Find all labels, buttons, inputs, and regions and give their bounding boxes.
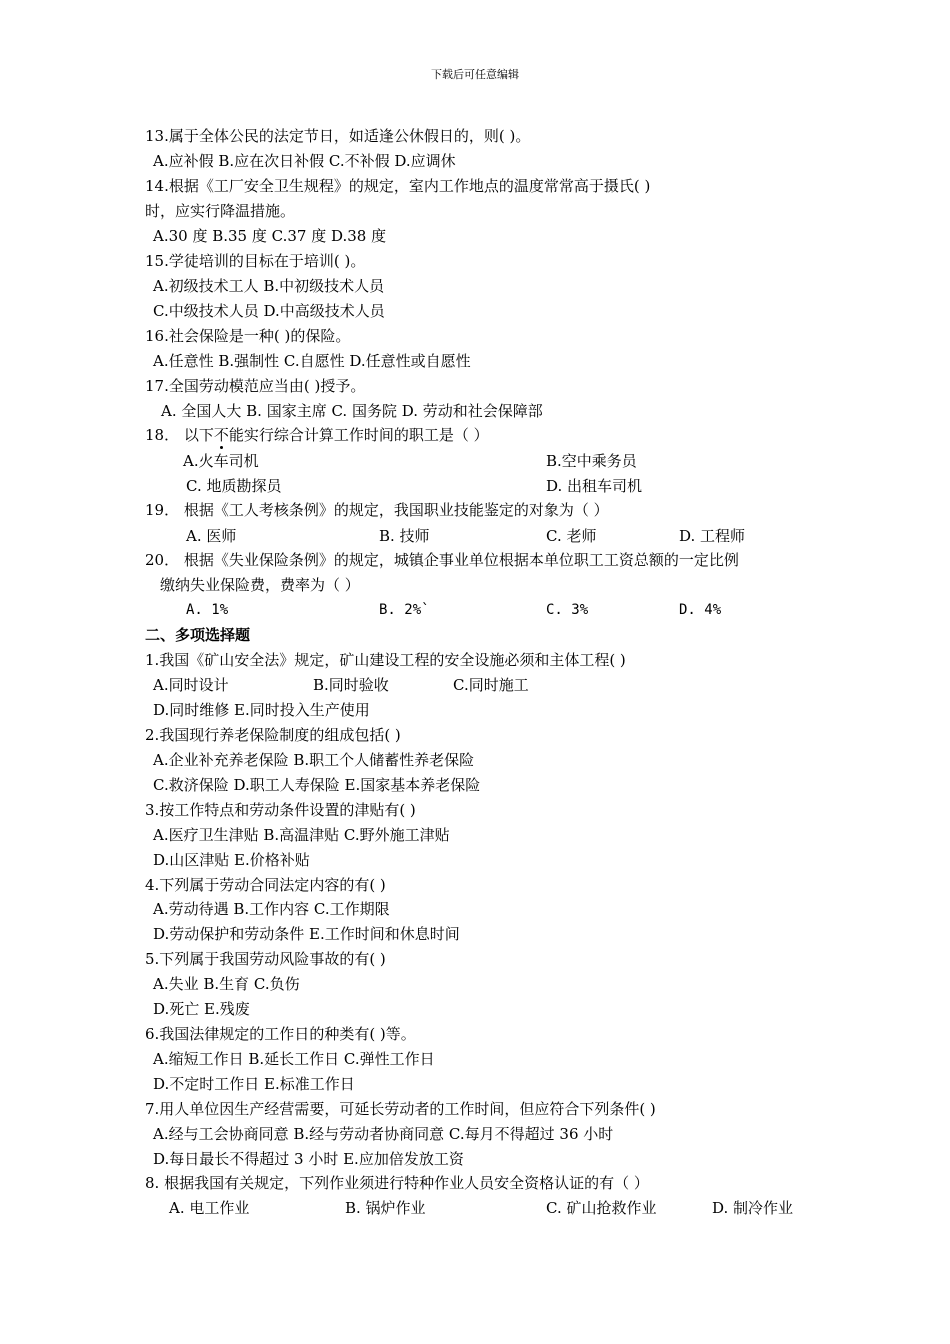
question-19-option-a: A. 医师 — [186, 527, 237, 545]
question-20-option-d: D. 4% — [679, 602, 722, 618]
section-heading-multiple-choice: 二、多项选择题 — [145, 626, 251, 644]
question-15-options-1: A.初级技术工人 B.中初级技术人员 — [153, 277, 385, 295]
question-20-stem-cont: 缴纳失业保险费，费率为（ ） — [160, 576, 360, 594]
question-19-stem: 19． 根据《工人考核条例》的规定，我国职业技能鉴定的对象为（ ） — [145, 501, 609, 519]
question-18-option-c: C. 地质勘探员 — [186, 477, 282, 495]
mc-question-5-stem: 5.下列属于我国劳动风险事故的有( ) — [145, 950, 386, 968]
question-18-option-d: D. 出租车司机 — [546, 477, 643, 495]
question-18-option-b: B.空中乘务员 — [546, 452, 637, 470]
question-18-option-a: A.火车司机 — [183, 452, 259, 470]
mc-question-1-option-a: A.同时设计 — [153, 676, 229, 694]
question-16-stem: 16.社会保险是一种( )的保险。 — [145, 327, 351, 345]
question-18-emphasis: 不 — [213, 426, 229, 444]
question-17-options: A. 全国人大 B. 国家主席 C. 国务院 D. 劳动和社会保障部 — [161, 402, 543, 420]
mc-question-1-option-c: C.同时施工 — [453, 676, 529, 694]
question-20-option-a: A. 1% — [186, 602, 229, 618]
mc-question-6-options-1: A.缩短工作日 B.延长工作日 C.弹性工作日 — [153, 1050, 435, 1068]
mc-question-8-option-a: A. 电工作业 — [169, 1199, 250, 1217]
question-19-option-b: B. 技师 — [379, 527, 430, 545]
mc-question-3-stem: 3.按工作特点和劳动条件设置的津贴有( ) — [145, 801, 416, 819]
mc-question-2-options-2: C.救济保险 D.职工人寿保险 E.国家基本养老保险 — [153, 776, 481, 794]
question-19-option-d: D. 工程师 — [679, 527, 746, 545]
question-14-options: A.30 度 B.35 度 C.37 度 D.38 度 — [153, 227, 387, 245]
question-18-stem — [145, 425, 489, 445]
mc-question-2-stem: 2.我国现行养老保险制度的组成包括( ) — [145, 726, 401, 744]
question-13-stem: 13.属于全体公民的法定节日，如适逢公休假日的，则( )。 — [145, 127, 531, 145]
question-18-stem-prefix: 18． 以下 — [145, 426, 214, 444]
mc-question-1-stem: 1.我国《矿山安全法》规定，矿山建设工程的安全设施必须和主体工程( ) — [145, 651, 626, 669]
mc-question-8-option-d: D. 制冷作业 — [712, 1199, 794, 1217]
question-20-option-b: B. 2%` — [379, 602, 430, 618]
question-14-stem-cont: 时，应实行降温措施。 — [145, 202, 296, 220]
mc-question-8-option-b: B. 锅炉作业 — [345, 1199, 426, 1217]
question-20-stem: 20． 根据《失业保险条例》的规定，城镇企事业单位根据本单位职工工资总额的一定比例 — [145, 551, 739, 569]
mc-question-1-options-2: D.同时维修 E.同时投入生产使用 — [153, 701, 370, 719]
question-13-options: A.应补假 B.应在次日补假 C.不补假 D.应调休 — [153, 152, 456, 170]
question-17-stem: 17.全国劳动模范应当由( )授予。 — [145, 377, 366, 395]
mc-question-5-options-1: A.失业 B.生育 C.负伤 — [153, 975, 300, 993]
mc-question-8-stem: 8. 根据我国有关规定，下列作业须进行特种作业人员安全资格认证的有（ ） — [145, 1174, 649, 1192]
mc-question-6-stem: 6.我国法律规定的工作日的种类有( )等。 — [145, 1025, 416, 1043]
page-header: 下载后可任意编辑 — [431, 68, 519, 81]
question-19-option-c: C. 老师 — [546, 527, 597, 545]
mc-question-1-option-b: B.同时验收 — [313, 676, 389, 694]
mc-question-7-options-1: A.经与工会协商同意 B.经与劳动者协商同意 C.每月不得超过 36 小时 — [153, 1125, 614, 1143]
mc-question-8-option-c: C. 矿山抢救作业 — [546, 1199, 657, 1217]
mc-question-3-options-2: D.山区津贴 E.价格补贴 — [153, 851, 310, 869]
question-16-options: A.任意性 B.强制性 C.自愿性 D.任意性或自愿性 — [153, 352, 471, 370]
mc-question-6-options-2: D.不定时工作日 E.标准工作日 — [153, 1075, 355, 1093]
question-15-stem: 15.学徒培训的目标在于培训( )。 — [145, 252, 366, 270]
mc-question-7-stem: 7.用人单位因生产经营需要，可延长劳动者的工作时间，但应符合下列条件( ) — [145, 1100, 656, 1118]
question-20-option-c: C. 3% — [546, 602, 589, 618]
mc-question-2-options-1: A.企业补充养老保险 B.职工个人储蓄性养老保险 — [153, 751, 475, 769]
mc-question-4-options-2: D.劳动保护和劳动条件 E.工作时间和休息时间 — [153, 925, 460, 943]
question-15-options-2: C.中级技术人员 D.中高级技术人员 — [153, 302, 385, 320]
mc-question-4-options-1: A.劳动待遇 B.工作内容 C.工作期限 — [153, 900, 390, 918]
mc-question-4-stem: 4.下列属于劳动合同法定内容的有( ) — [145, 876, 386, 894]
mc-question-5-options-2: D.死亡 E.残废 — [153, 1000, 250, 1018]
mc-question-3-options-1: A.医疗卫生津贴 B.高温津贴 C.野外施工津贴 — [153, 826, 450, 844]
mc-question-7-options-2: D.每日最长不得超过 3 小时 E.应加倍发放工资 — [153, 1150, 464, 1168]
question-14-stem: 14.根据《工厂安全卫生规程》的规定，室内工作地点的温度常常高于摄氏( ) — [145, 177, 651, 195]
question-18-stem-suffix: 能实行综合计算工作时间的职工是（ ） — [228, 426, 489, 444]
